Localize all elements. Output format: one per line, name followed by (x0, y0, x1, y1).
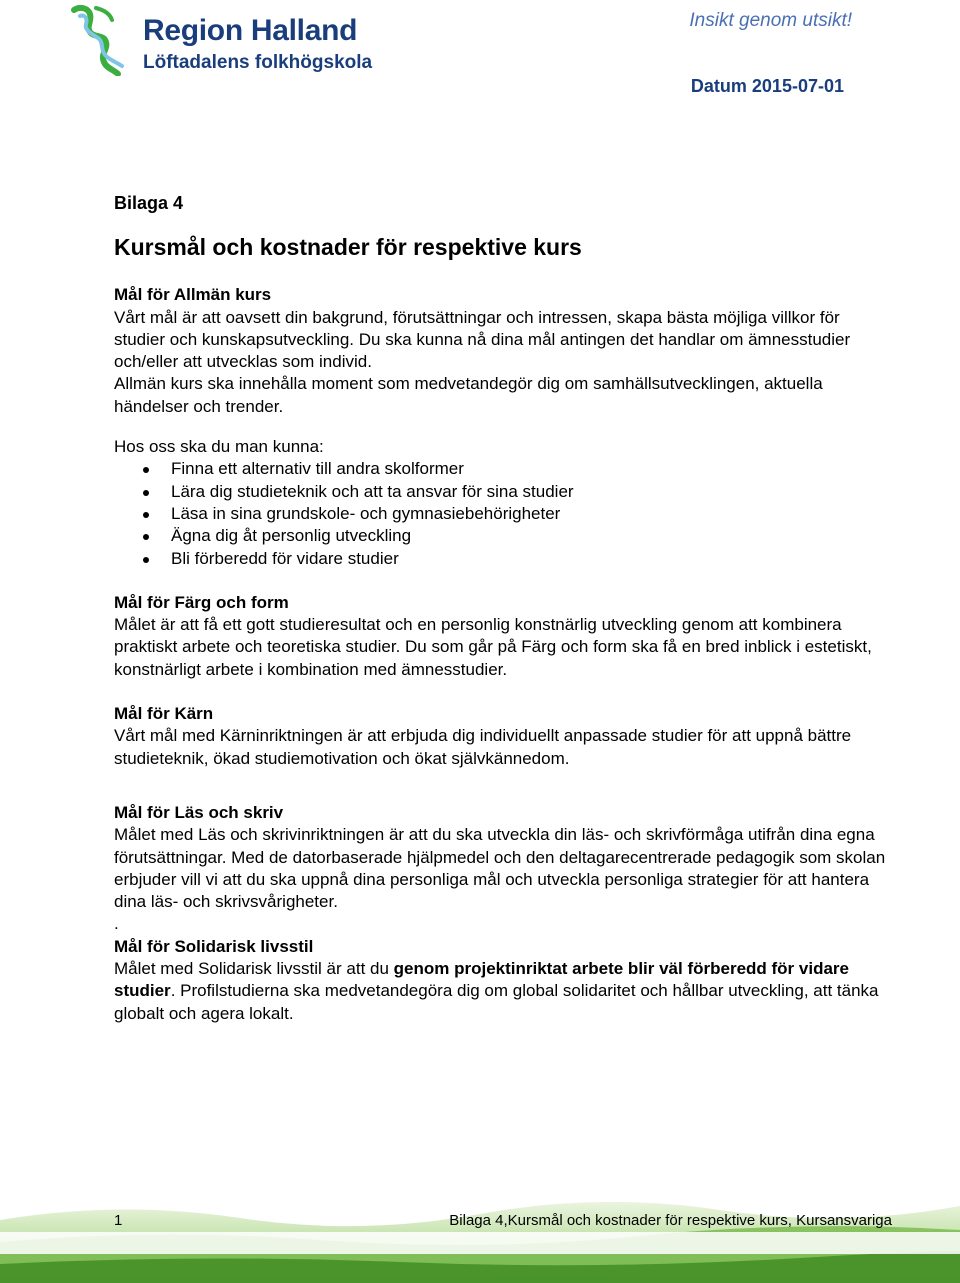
page-number: 1 (114, 1212, 123, 1229)
region-halland-logo-icon (66, 4, 138, 76)
tagline: Insikt genom utsikt! (689, 10, 852, 31)
section-heading-karn: Mål för Kärn (114, 704, 214, 724)
text-run: Målet med Solidarisk livsstil är att du (114, 959, 394, 979)
stray-dot: . (114, 914, 119, 934)
grass-footer-icon (0, 1180, 960, 1283)
organization-name: Region Halland (143, 14, 358, 47)
section-heading-allman: Mål för Allmän kurs (114, 285, 272, 305)
text-run: . Profilstudierna ska medvetandegöra dig om global solidaritet och hållbar utveckling, att tänka globalt och agera lokalt. (114, 981, 879, 1023)
bold-text-run: genom projektinriktat arbete blir väl förberedd för vidare studier (114, 959, 849, 1001)
footer-text: Bilaga 4,Kursmål och kostnader för respektive kurs, Kursansvariga (449, 1212, 892, 1229)
goal-list (114, 458, 894, 569)
section-paragraph: Allmän kurs ska innehålla moment som medvetandegör dig om samhällsutvecklingen, aktuella händelser och trender. (114, 374, 823, 416)
section-paragraph: Vårt mål är att oavsett din bakgrund, förutsättningar och intressen, skapa bästa möjliga villkor för studier och kunskapsutveckling. Du ska kunna nå dina mål antingen det handlar om ämnesstudier och/eller att utvecklas som individ. (114, 307, 851, 372)
document-body (114, 192, 894, 1025)
section-paragraph: Vårt mål med Kärninriktningen är att erbjuda dig individuellt anpassade studier för att uppnå bättre studieteknik, ökad studiemotivation och ökat självkännedom. (114, 726, 852, 768)
section-paragraph: Målet är att få ett gott studieresultat och en personlig konstnärlig utveckling genom att kombinera praktiskt arbete och teoretiska studier. Du som går på Färg och form ska få en bred inblick i estetiskt, konstnärligt arbete i kombination med ämnesstudier. (114, 615, 872, 679)
list-item: Ägna dig åt personlig utveckling (114, 525, 894, 547)
section-paragraph: Målet med Läs och skrivinriktningen är att du ska utveckla din läs- och skrivförmåga utifrån dina egna förutsättningar. Med de datorbaserade hjälpmedel och den deltagarecentrerade pedagogik som skolan erbjuder vill vi att du ska uppnå dina personliga mål och utveckla personliga strategier för att hantera dina läs- och skrivsvårigheter. (114, 825, 886, 912)
organization-subtitle: Löftadalens folkhögskola (143, 52, 373, 73)
list-item: Lära dig studieteknik och att ta ansvar för sina studier (114, 481, 894, 503)
section-paragraph (114, 958, 894, 1025)
list-intro: Hos oss ska du man kunna: (114, 437, 324, 457)
section-heading-farg: Mål för Färg och form (114, 592, 289, 612)
list-item: Bli förberedd för vidare studier (114, 548, 894, 570)
document-date: Datum 2015-07-01 (690, 76, 844, 96)
document-title: Kursmål och kostnader för respektive kurs (114, 234, 582, 261)
section-heading-las: Mål för Läs och skriv (114, 802, 284, 822)
list-item: Läsa in sina grundskole- och gymnasiebehörigheter (114, 503, 894, 525)
section-heading-solidarisk: Mål för Solidarisk livsstil (114, 936, 314, 956)
list-item: Finna ett alternativ till andra skolformer (114, 458, 894, 480)
appendix-label: Bilaga 4 (114, 193, 184, 213)
